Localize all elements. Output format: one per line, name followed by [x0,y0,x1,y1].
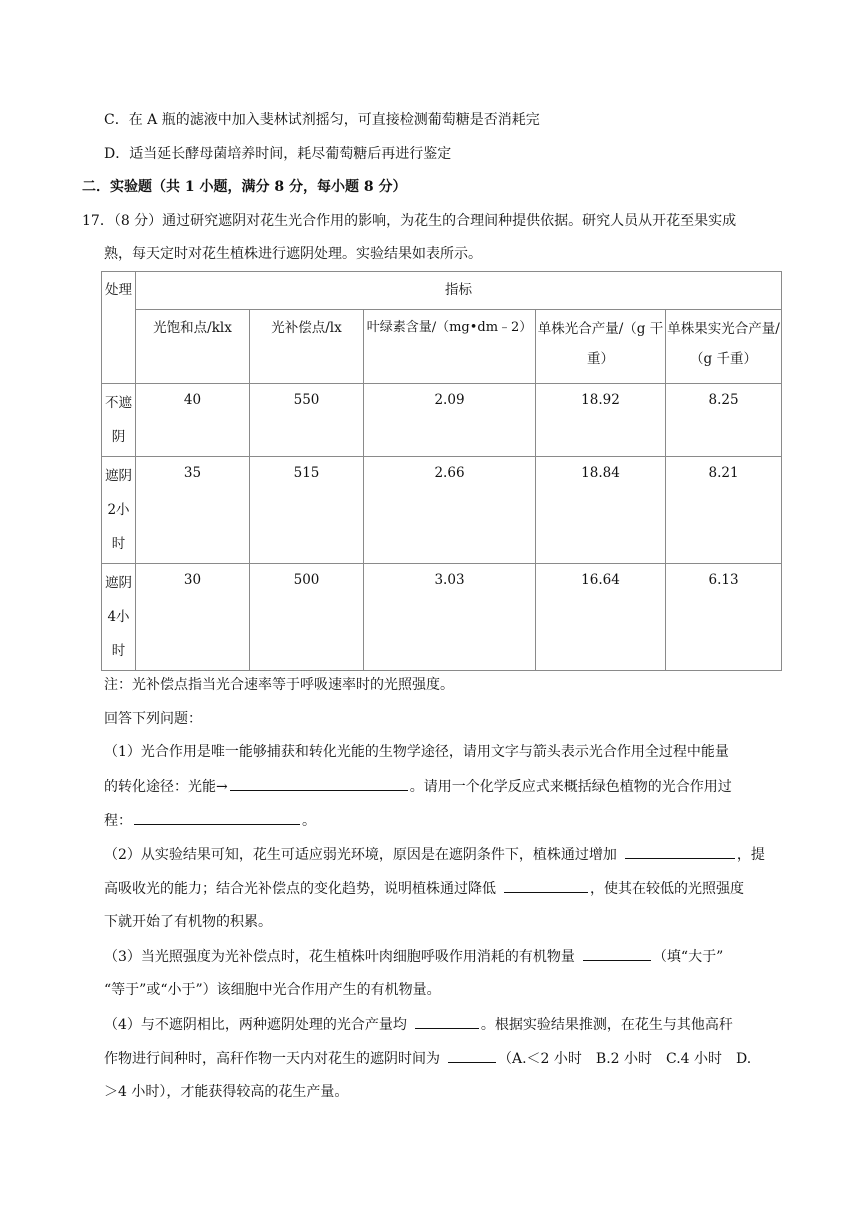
answer-blank-2a[interactable] [625,844,735,859]
row-treatment: 遮阴2小时 [102,457,136,564]
cell-value: 16.64 [536,564,666,671]
cell-value: 18.92 [536,384,666,457]
sub1-line2: 的转化途径：光能→ 。请用一个化学反应式来概括绿色植物的光合作用过 [104,776,732,797]
column-header: 光饱和点/klx [136,310,250,384]
answer-blank-4b[interactable] [448,1048,496,1063]
sub1-line1: （1）光合作用是唯一能够捕获和转化光能的生物学途径，请用文字与箭头表示光合作用全过程中能量 [104,744,729,760]
cell-value: 8.21 [666,457,782,564]
table-row [102,564,782,671]
row-treatment: 不遮阴 [102,384,136,457]
answer-blank-1b[interactable] [134,810,300,825]
answer-blank-3[interactable] [583,946,651,961]
cell-value: 2.66 [364,457,536,564]
column-header: 光补偿点/lx [250,310,364,384]
option-c: C．在 A 瓶的滤液中加入斐林试剂摇匀，可直接检测葡萄糖是否消耗完 [104,112,540,128]
cell-value: 8.25 [666,384,782,457]
sub2-line1: （2）从实验结果可知，花生可适应弱光环境，原因是在遮阴条件下，植株通过增加 ，提 [104,844,765,865]
cell-value: 550 [250,384,364,457]
table-column-row [102,310,782,384]
column-header: 单株光合产量/（g 干重） [536,310,666,384]
table-row [102,384,782,457]
answer-blank-4a[interactable] [415,1014,479,1029]
cell-value: 6.13 [666,564,782,671]
sub2-line2: 高吸收光的能力；结合光补偿点的变化趋势，说明植株通过降低 ，使其在较低的光照强度 [104,878,744,899]
sub4-line2: 作物进行间种时，高秆作物一天内对花生的遮阴时间为 （A.＜2 小时 B.2 小时 C.4 小时 D. [104,1048,751,1069]
sub4-line3: ＞4 小时），才能获得较高的花生产量。 [104,1084,349,1100]
option-d: D．适当延长酵母菌培养时间，耗尽葡萄糖后再进行鉴定 [104,146,452,162]
section-heading: 二．实验题（共 1 小题，满分 8 分，每小题 8 分） [82,179,407,195]
answer-blank-1a[interactable] [230,776,408,791]
column-header: 叶绿素含量/（mg•dm﹣2） [364,310,536,384]
cell-value: 30 [136,564,250,671]
question-intro-line1: 17．（8 分）通过研究遮阴对花生光合作用的影响，为花生的合理间种提供依据。研究人员从开花至果实成 [82,213,737,229]
sub4-line1: （4）与不遮阴相比，两种遮阴处理的光合产量均 。根据实验结果推测，在花生与其他高秆 [104,1014,733,1035]
header-treatment: 处理 [102,272,136,384]
sub3-line1: （3）当光照强度为光补偿点时，花生植株叶肉细胞呼吸作用消耗的有机物量 （填“大于” [104,946,723,967]
table-note: 注：光补偿点指当光合速率等于呼吸速率时的光照强度。 [104,677,454,693]
results-table [101,271,782,671]
column-header: 单株果实光合产量/（g 千重） [666,310,782,384]
sub2-line3: 下就开始了有机物的积累。 [104,914,272,930]
answer-blank-2b[interactable] [504,878,588,893]
sub3-line2: “等于”或“小于”）该细胞中光合作用产生的有机物量。 [104,982,441,998]
cell-value: 18.84 [536,457,666,564]
row-treatment: 遮阴4小时 [102,564,136,671]
cell-value: 3.03 [364,564,536,671]
answer-prompt: 回答下列问题： [104,711,202,727]
cell-value: 35 [136,457,250,564]
cell-value: 40 [136,384,250,457]
question-intro-line2: 熟，每天定时对花生植株进行遮阴处理。实验结果如表所示。 [104,246,482,262]
table-row [102,457,782,564]
table-header-row [102,272,782,310]
cell-value: 2.09 [364,384,536,457]
cell-value: 515 [250,457,364,564]
sub1-line3: 程： 。 [104,810,316,831]
cell-value: 500 [250,564,364,671]
header-indicator: 指标 [136,272,782,310]
